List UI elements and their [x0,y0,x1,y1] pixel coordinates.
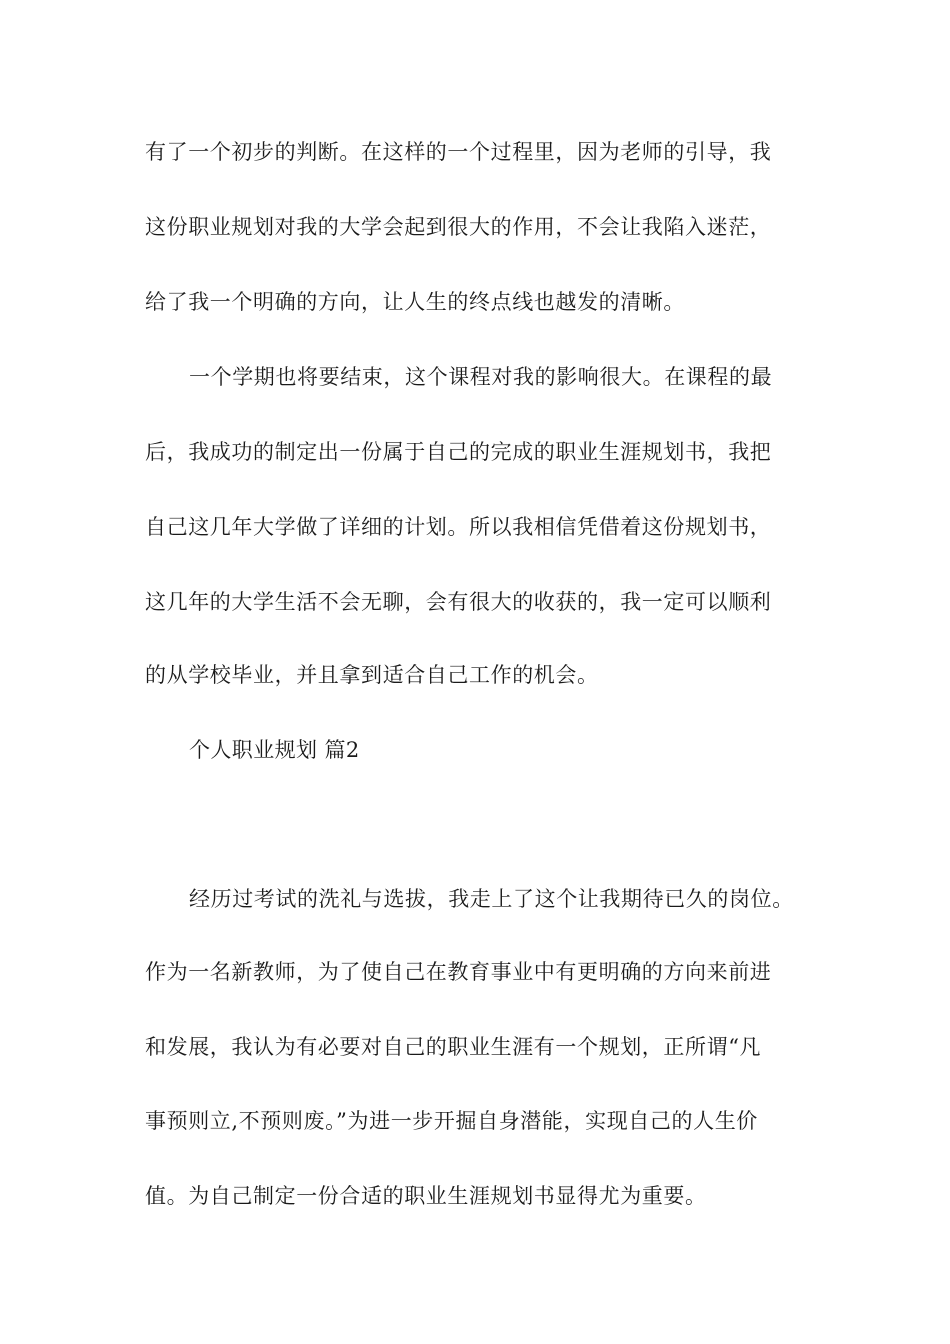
paragraph-line: 自己这几年大学做了详细的计划。所以我相信凭借着这份规划书， [145,515,772,539]
paragraph-line: 和发展，我认为有必要对自己的职业生涯有一个规划，正所谓“凡 [145,1035,762,1059]
paragraph-line: 值。为自己制定一份合适的职业生涯规划书显得尤为重要。 [145,1184,707,1208]
paragraph-line: 有了一个初步的判断。在这样的一个过程里，因为老师的引导，我 [145,140,772,164]
paragraph-line: 的从学校毕业，并且拿到适合自己工作的机会。 [145,663,599,687]
paragraph-line: 这份职业规划对我的大学会起到很大的作用，不会让我陷入迷茫， [145,215,772,239]
paragraph-line: 经历过考试的洗礼与选拔，我走上了这个让我期待已久的岗位。 [189,887,794,911]
section-heading: 个人职业规划 篇2 [189,738,360,762]
paragraph-line: 作为一名新教师，为了使自己在教育事业中有更明确的方向来前进 [145,960,772,984]
paragraph-line: 这几年的大学生活不会无聊，会有很大的收获的，我一定可以顺利 [145,590,772,614]
paragraph-line: 事预则立,不预则废。”为进一步开掘自身潜能，实现自己的人生价 [145,1109,758,1133]
paragraph-line: 一个学期也将要结束，这个课程对我的影响很大。在课程的最 [189,365,773,389]
paragraph-line: 后，我成功的制定出一份属于自己的完成的职业生涯规划书，我把 [145,440,772,464]
paragraph-line: 给了我一个明确的方向，让人生的终点线也越发的清晰。 [145,290,685,314]
